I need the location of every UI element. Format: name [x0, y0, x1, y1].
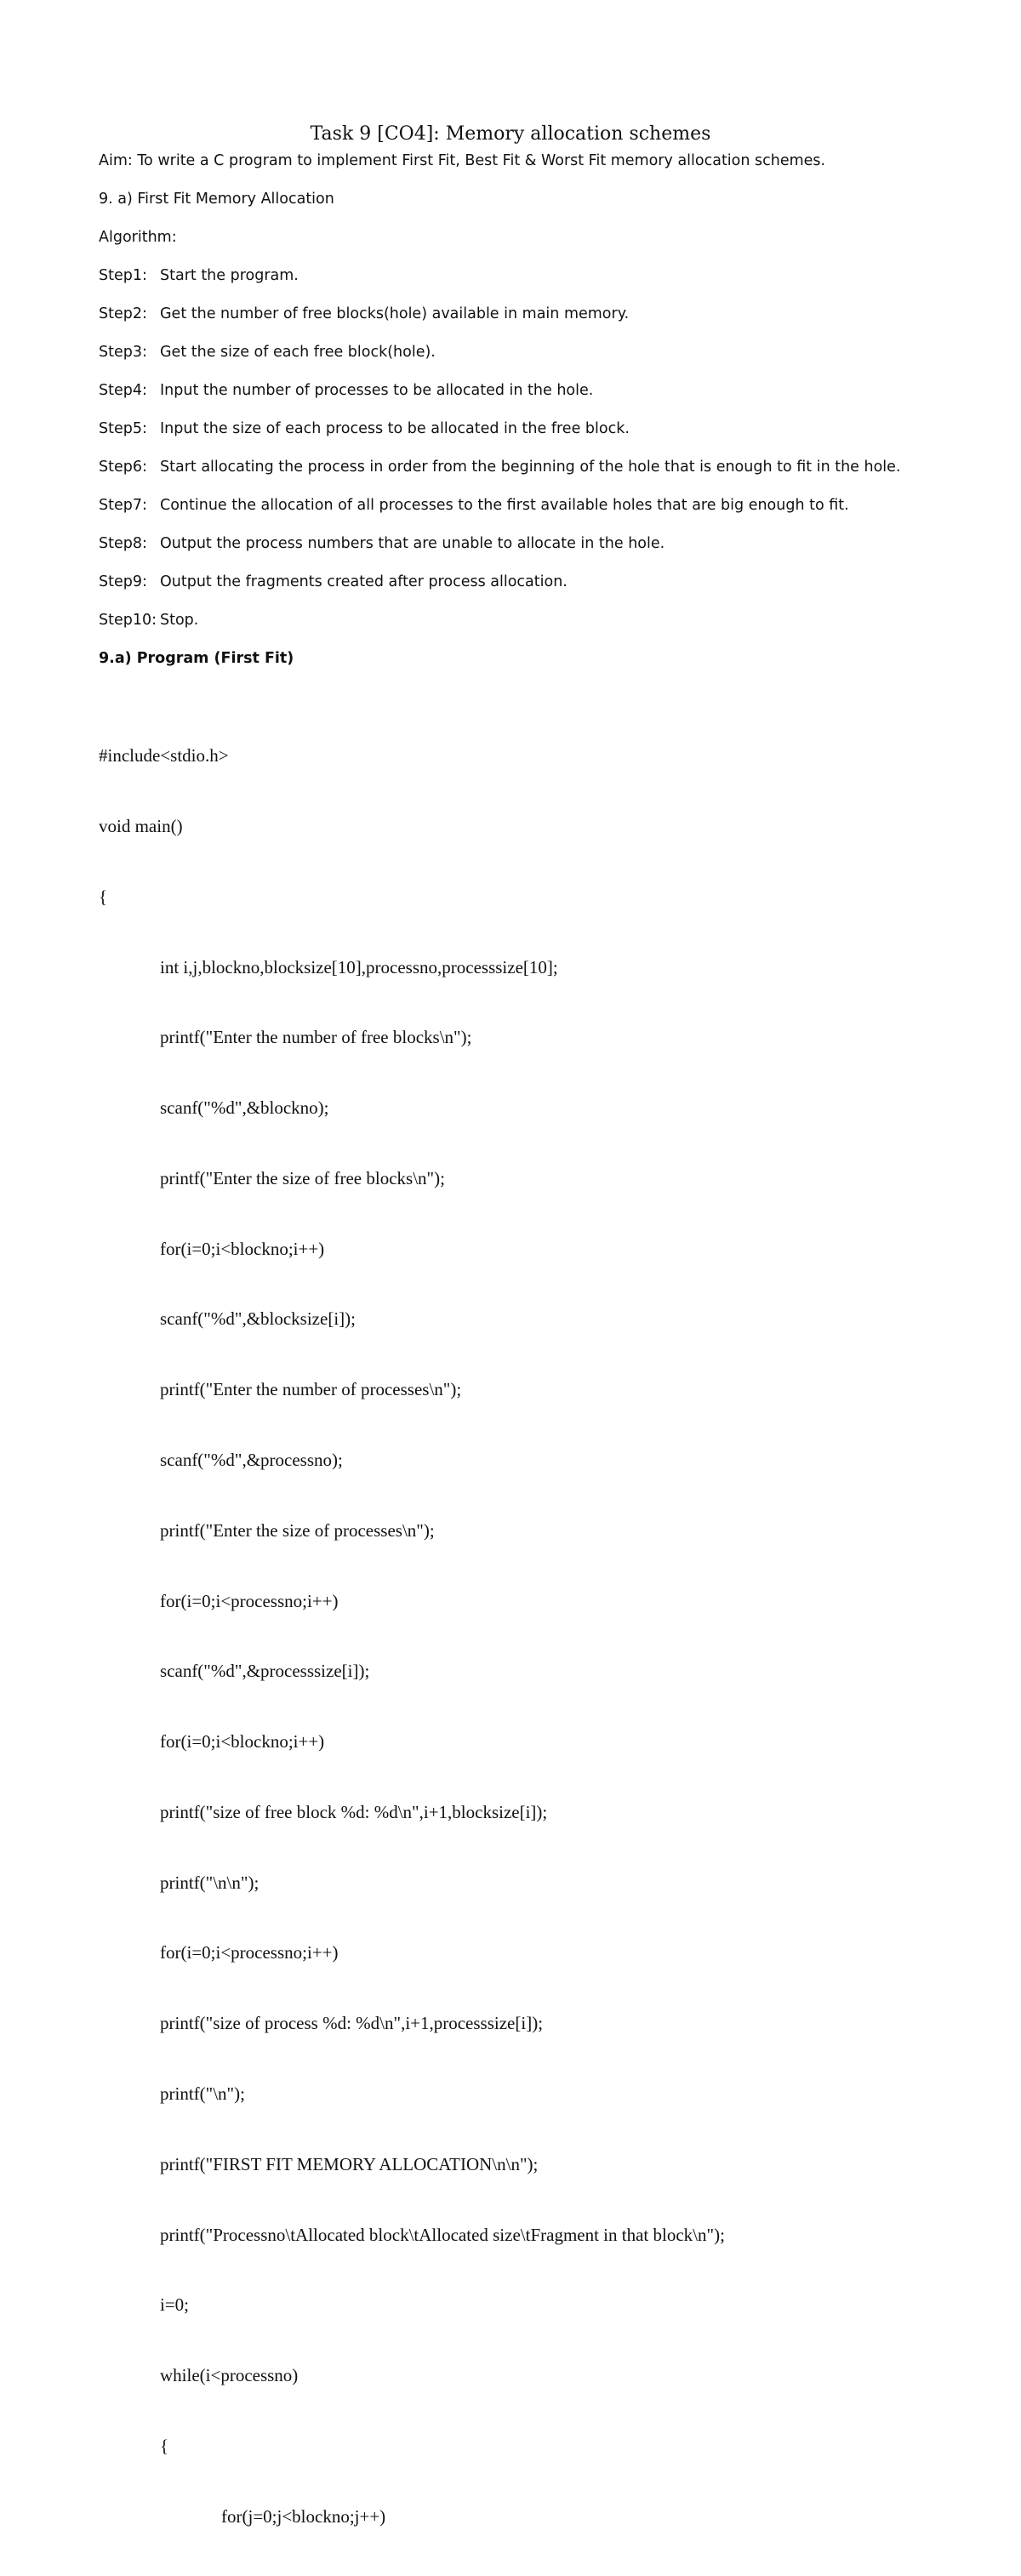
step-label: Step8:	[99, 535, 147, 552]
step-item	[99, 610, 198, 630]
step-text: Get the size of each free block(hole).	[160, 344, 436, 361]
step-item	[99, 342, 436, 362]
aim-paragraph: Aim: To write a C program to implement First Fit, Best Fit & Worst Fit memory allocation schemes.	[99, 152, 826, 169]
step-label: Step10:	[99, 612, 157, 629]
step-text: Start allocating the process in order from the beginning of the hole that is enough to fit in the hole.	[160, 459, 901, 476]
step-item	[99, 265, 299, 286]
code-line: printf("size of free block %d: %d\n",i+1,blocksize[i]);	[160, 1801, 548, 1822]
code-line: scanf("%d",&blockno);	[160, 1097, 329, 1119]
code-line: printf("Processno\tAllocated block\tAllocated size\tFragment in that block\n");	[160, 2224, 725, 2245]
code-line: scanf("%d",&processsize[i]);	[160, 1661, 370, 1682]
step-text: Continue the allocation of all processes to the first available holes that are big enough to fit.	[160, 497, 849, 514]
code-line: scanf("%d",&processno);	[160, 1450, 343, 1470]
step-label: Step4:	[99, 382, 147, 399]
step-text: Input the size of each process to be allocated in the free block.	[160, 420, 630, 437]
step-label: Step6:	[99, 459, 147, 476]
step-text: Output the fragments created after process allocation.	[160, 573, 568, 590]
code-line: for(i=0;i<blockno;i++)	[160, 1238, 325, 1259]
code-line: for(i=0;i<processno;i++)	[160, 1942, 339, 1963]
code-line: for(j=0;j<blockno;j++)	[221, 2505, 386, 2527]
code-line: {	[160, 2435, 169, 2456]
step-item	[99, 380, 593, 401]
step-text: Get the number of free blocks(hole) available in main memory.	[160, 305, 630, 322]
code-line: #include<stdio.h>	[99, 745, 229, 767]
code-line: for(i=0;i<blockno;i++)	[160, 1731, 325, 1752]
code-line: printf("Enter the size of free blocks\n");	[160, 1167, 445, 1188]
step-label: Step3:	[99, 344, 147, 361]
code-line: printf("Enter the number of free blocks\n");	[160, 1027, 472, 1048]
step-text: Stop.	[160, 612, 199, 629]
step-label: Step2:	[99, 305, 147, 322]
code-line: void main()	[99, 815, 183, 836]
code-line: printf("Enter the size of processes\n");	[160, 1519, 435, 1541]
code-line: for(i=0;i<processno;i++)	[160, 1590, 339, 1611]
step-text: Start the program.	[160, 267, 299, 284]
step-item	[99, 533, 665, 554]
section-heading: 9. a) First Fit Memory Allocation	[99, 191, 334, 208]
program-heading: 9.a) Program (First Fit)	[99, 650, 294, 667]
step-label: Step7:	[99, 497, 147, 514]
algorithm-label: Algorithm:	[99, 229, 177, 246]
code-line: printf("size of process %d: %d\n",i+1,processsize[i]);	[160, 2013, 544, 2034]
code-line: printf("\n\n");	[160, 1872, 260, 1893]
step-label: Step1:	[99, 267, 147, 284]
code-line: scanf("%d",&blocksize[i]);	[160, 1308, 356, 1330]
step-label: Step9:	[99, 573, 147, 590]
step-item	[99, 572, 568, 592]
code-line: printf("\n");	[160, 2083, 245, 2105]
step-item	[99, 495, 849, 516]
step-label: Step5:	[99, 420, 147, 437]
step-text: Input the number of processes to be allocated in the hole.	[160, 382, 594, 399]
step-item	[99, 419, 630, 439]
code-line: {	[99, 886, 108, 907]
page-title: Task 9 [CO4]: Memory allocation schemes	[310, 123, 711, 145]
code-listing	[99, 698, 725, 2576]
step-text: Output the process numbers that are unable to allocate in the hole.	[160, 535, 665, 552]
code-line: i=0;	[160, 2294, 190, 2316]
code-line: printf("Enter the number of processes\n");	[160, 1379, 462, 1400]
code-line: printf("FIRST FIT MEMORY ALLOCATION\n\n");	[160, 2153, 539, 2174]
step-item	[99, 457, 901, 477]
code-line: while(i<processno)	[160, 2365, 299, 2386]
step-item	[99, 304, 629, 324]
code-line: int i,j,blockno,blocksize[10],processno,processsize[10];	[160, 956, 558, 977]
